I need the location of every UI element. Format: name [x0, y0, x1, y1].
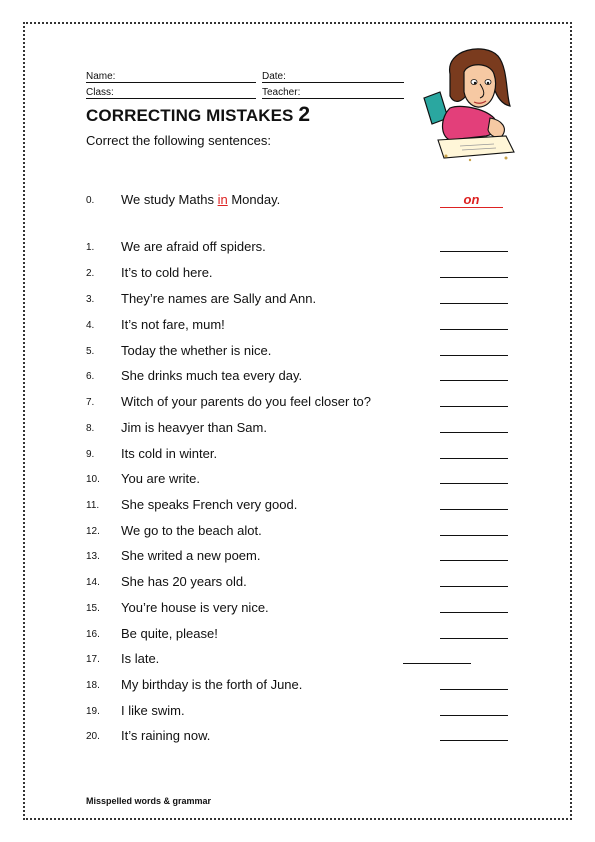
name-label: Name:	[86, 71, 116, 82]
answer-blank[interactable]	[440, 535, 508, 536]
class-field[interactable]	[86, 87, 256, 98]
footer-text: Misspelled words & grammar	[86, 796, 212, 806]
sentence-text: She writed a new poem.	[121, 548, 261, 563]
sentence-number: 7.	[86, 397, 95, 408]
sentence-number: 3.	[86, 294, 95, 305]
sentence-row	[0, 446, 595, 464]
answer-blank[interactable]	[440, 689, 508, 690]
sentence-text: You’re house is very nice.	[121, 600, 269, 615]
answer-blank[interactable]	[440, 251, 508, 252]
sentence-text: Be quite, please!	[121, 626, 218, 641]
sentence-number: 18.	[86, 680, 100, 691]
sentence-row	[0, 600, 595, 618]
answer-blank[interactable]	[440, 715, 508, 716]
sentence-text: Is late.	[121, 651, 160, 666]
sentence-text: They’re names are Sally and Ann.	[121, 291, 317, 306]
sentence-number: 11.	[86, 500, 100, 511]
teacher-label: Teacher:	[262, 87, 301, 98]
class-line	[86, 98, 256, 99]
instructions: Correct the following sentences:	[86, 133, 271, 148]
example-after: Monday.	[227, 192, 281, 207]
example-mistake: in	[217, 192, 228, 207]
sentence-number: 2.	[86, 268, 95, 279]
sentence-text: Today the whether is nice.	[121, 343, 272, 358]
sentence-number: 1.	[86, 242, 95, 253]
answer-blank[interactable]	[403, 663, 471, 664]
answer-blank[interactable]	[440, 740, 508, 741]
sentence-text: It’s not fare, mum!	[121, 317, 225, 332]
sentence-number: 6.	[86, 371, 95, 382]
date-field[interactable]	[262, 71, 404, 82]
sentence-row	[0, 703, 595, 721]
sentence-row	[0, 291, 595, 309]
example-number: 0.	[86, 195, 95, 206]
sentence-text: She drinks much tea every day.	[121, 368, 303, 383]
worksheet-title	[86, 103, 310, 127]
answer-blank[interactable]	[440, 458, 508, 459]
sentence-text: You are write.	[121, 471, 201, 486]
sentence-row	[0, 265, 595, 283]
answer-blank[interactable]	[440, 509, 508, 510]
sentence-row	[0, 471, 595, 489]
sentence-number: 8.	[86, 423, 95, 434]
sentence-number: 10.	[86, 474, 100, 485]
sentence-text: We are afraid off spiders.	[121, 239, 266, 254]
sentence-text: She has 20 years old.	[121, 574, 247, 589]
sentence-text: I like swim.	[121, 703, 185, 718]
sentence-row	[0, 574, 595, 592]
thinking-girl-illustration	[410, 44, 520, 162]
date-label: Date:	[262, 71, 286, 82]
title-text: CORRECTING MISTAKES	[86, 106, 294, 125]
sentence-row	[0, 420, 595, 438]
sentence-text: My birthday is the forth of June.	[121, 677, 303, 692]
sentence-row	[0, 523, 595, 541]
sentence-text: Jim is heavyer than Sam.	[121, 420, 267, 435]
sentence-number: 20.	[86, 731, 100, 742]
sentence-row	[0, 317, 595, 335]
sentence-number: 14.	[86, 577, 100, 588]
sentence-number: 13.	[86, 551, 100, 562]
example-sentence	[121, 192, 280, 207]
sentence-number: 17.	[86, 654, 100, 665]
answer-blank[interactable]	[440, 329, 508, 330]
answer-blank[interactable]	[440, 638, 508, 639]
example-row	[0, 192, 595, 210]
name-line	[86, 82, 256, 83]
sentence-row	[0, 368, 595, 386]
answer-blank[interactable]	[440, 303, 508, 304]
sentence-number: 16.	[86, 629, 100, 640]
answer-blank[interactable]	[440, 612, 508, 613]
answer-blank[interactable]	[440, 483, 508, 484]
sentence-text: It’s raining now.	[121, 728, 211, 743]
date-line	[262, 82, 404, 83]
sentence-text: She speaks French very good.	[121, 497, 298, 512]
class-label: Class:	[86, 87, 114, 98]
sentence-row	[0, 677, 595, 695]
sentence-row	[0, 343, 595, 361]
sentence-row	[0, 497, 595, 515]
answer-blank[interactable]	[440, 277, 508, 278]
name-field[interactable]	[86, 71, 256, 82]
teacher-field[interactable]	[262, 87, 404, 98]
sentence-row	[0, 728, 595, 746]
sentence-text: We go to the beach alot.	[121, 523, 262, 538]
answer-blank[interactable]	[440, 560, 508, 561]
sentence-number: 15.	[86, 603, 100, 614]
sentence-text: It’s to cold here.	[121, 265, 213, 280]
title-number: 2	[298, 103, 311, 126]
sentence-number: 9.	[86, 449, 95, 460]
sentence-text: Its cold in winter.	[121, 446, 218, 461]
sentence-number: 12.	[86, 526, 100, 537]
answer-blank[interactable]	[440, 355, 508, 356]
sentence-row	[0, 651, 595, 669]
sentence-number: 5.	[86, 346, 95, 357]
example-answer: on	[440, 192, 503, 208]
sentence-row	[0, 394, 595, 412]
sentence-number: 4.	[86, 320, 95, 331]
sentence-row	[0, 548, 595, 566]
teacher-line	[262, 98, 404, 99]
answer-blank[interactable]	[440, 406, 508, 407]
answer-blank[interactable]	[440, 586, 508, 587]
example-before: We study Maths	[121, 192, 218, 207]
answer-blank[interactable]	[440, 432, 508, 433]
answer-blank[interactable]	[440, 380, 508, 381]
sentence-row	[0, 239, 595, 257]
sentence-text: Witch of your parents do you feel closer to?	[121, 394, 372, 409]
sentence-number: 19.	[86, 706, 100, 717]
sentence-row	[0, 626, 595, 644]
